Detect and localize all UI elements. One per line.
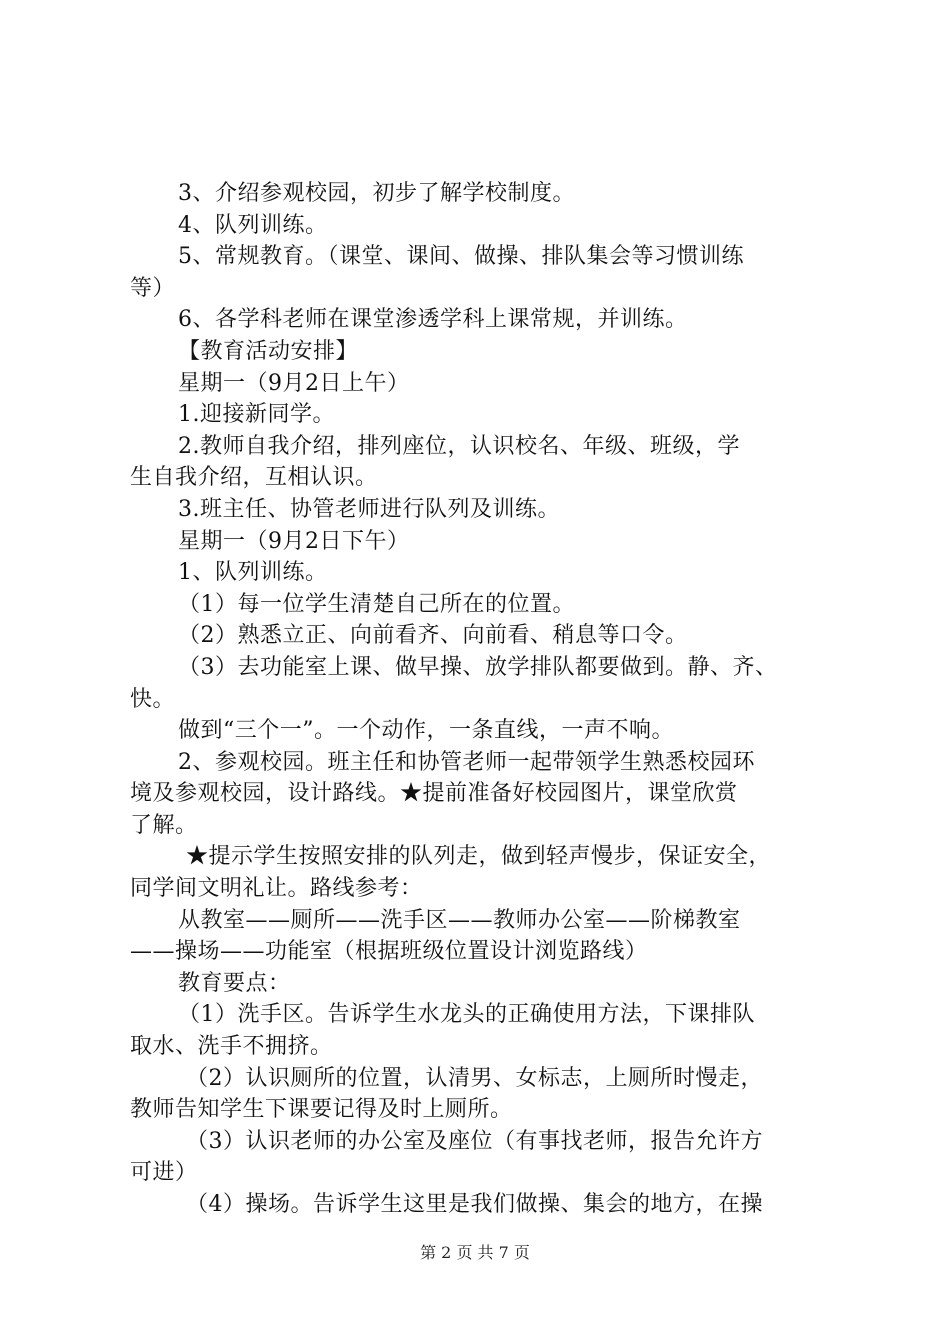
document-body — [130, 178, 830, 1221]
text-line: （3）认识老师的办公室及座位（有事找老师，报告允许方 — [186, 1128, 763, 1154]
text-line: 2、参观校园。班主任和协管老师一起带领学生熟悉校园环 — [178, 749, 755, 775]
text-line: （1）每一位学生清楚自己所在的位置。 — [178, 591, 575, 617]
text-line: （2）熟悉立正、向前看齐、向前看、稍息等口令。 — [178, 623, 688, 649]
text-line: 从教室——厕所——洗手区——教师办公室——阶梯教室 — [178, 907, 741, 933]
text-line: 同学间文明礼让。路线参考： — [130, 876, 423, 902]
text-line: 生自我介绍，互相认识。 — [130, 465, 378, 491]
text-line: 快。 — [130, 686, 176, 712]
day-heading: 星期一（9月2日下午） — [178, 528, 410, 554]
text-line: （1）洗手区。告诉学生水龙头的正确使用方法，下课排队 — [178, 1002, 755, 1028]
page-footer: 第 2 页 共 7 页 — [420, 1243, 530, 1262]
text-line: 4、队列训练。 — [178, 212, 328, 238]
text-line: 5、常规教育。（课堂、课间、做操、排队集会等习惯训练 — [178, 244, 744, 270]
text-line: 2.教师自我介绍，排列座位，认识校名、年级、班级，学 — [178, 433, 740, 459]
text-line: （2）认识厕所的位置，认清男、女标志，上厕所时慢走， — [186, 1065, 763, 1091]
text-line: （3）去功能室上课、做早操、放学排队都要做到。静、齐、 — [178, 654, 778, 680]
text-line: ★提示学生按照安排的队列走，做到轻声慢步，保证安全， — [186, 844, 772, 870]
text-line: 教师告知学生下课要记得及时上厕所。 — [130, 1097, 513, 1123]
text-line: 1、队列训练。 — [178, 560, 328, 586]
text-line: 等） — [130, 275, 176, 301]
text-line: 了解。 — [130, 812, 198, 838]
text-line: 3、介绍参观校园，初步了解学校制度。 — [178, 181, 575, 206]
day-heading: 星期一（9月2日上午） — [178, 370, 410, 396]
text-line: 3.班主任、协管老师进行队列及训练。 — [178, 496, 560, 522]
text-line: （4）操场。告诉学生这里是我们做操、集会的地方，在操 — [186, 1192, 763, 1217]
text-line: 1.迎接新同学。 — [178, 402, 335, 428]
text-line: 做到“三个一”。一个动作，一条直线，一声不响。 — [178, 718, 674, 744]
text-line: 可进） — [130, 1160, 198, 1186]
text-line: 教育要点： — [178, 970, 291, 996]
text-line: 6、各学科老师在课堂渗透学科上课常规，并训练。 — [178, 307, 688, 333]
text-line: 取水、洗手不拥挤。 — [130, 1034, 333, 1060]
text-line: ——操场——功能室（根据班级位置设计浏览路线） — [130, 939, 648, 965]
text-line: 境及参观校园，设计路线。★提前准备好校园图片，课堂欣赏 — [130, 781, 738, 807]
section-heading: 【教育活动安排】 — [178, 338, 359, 364]
